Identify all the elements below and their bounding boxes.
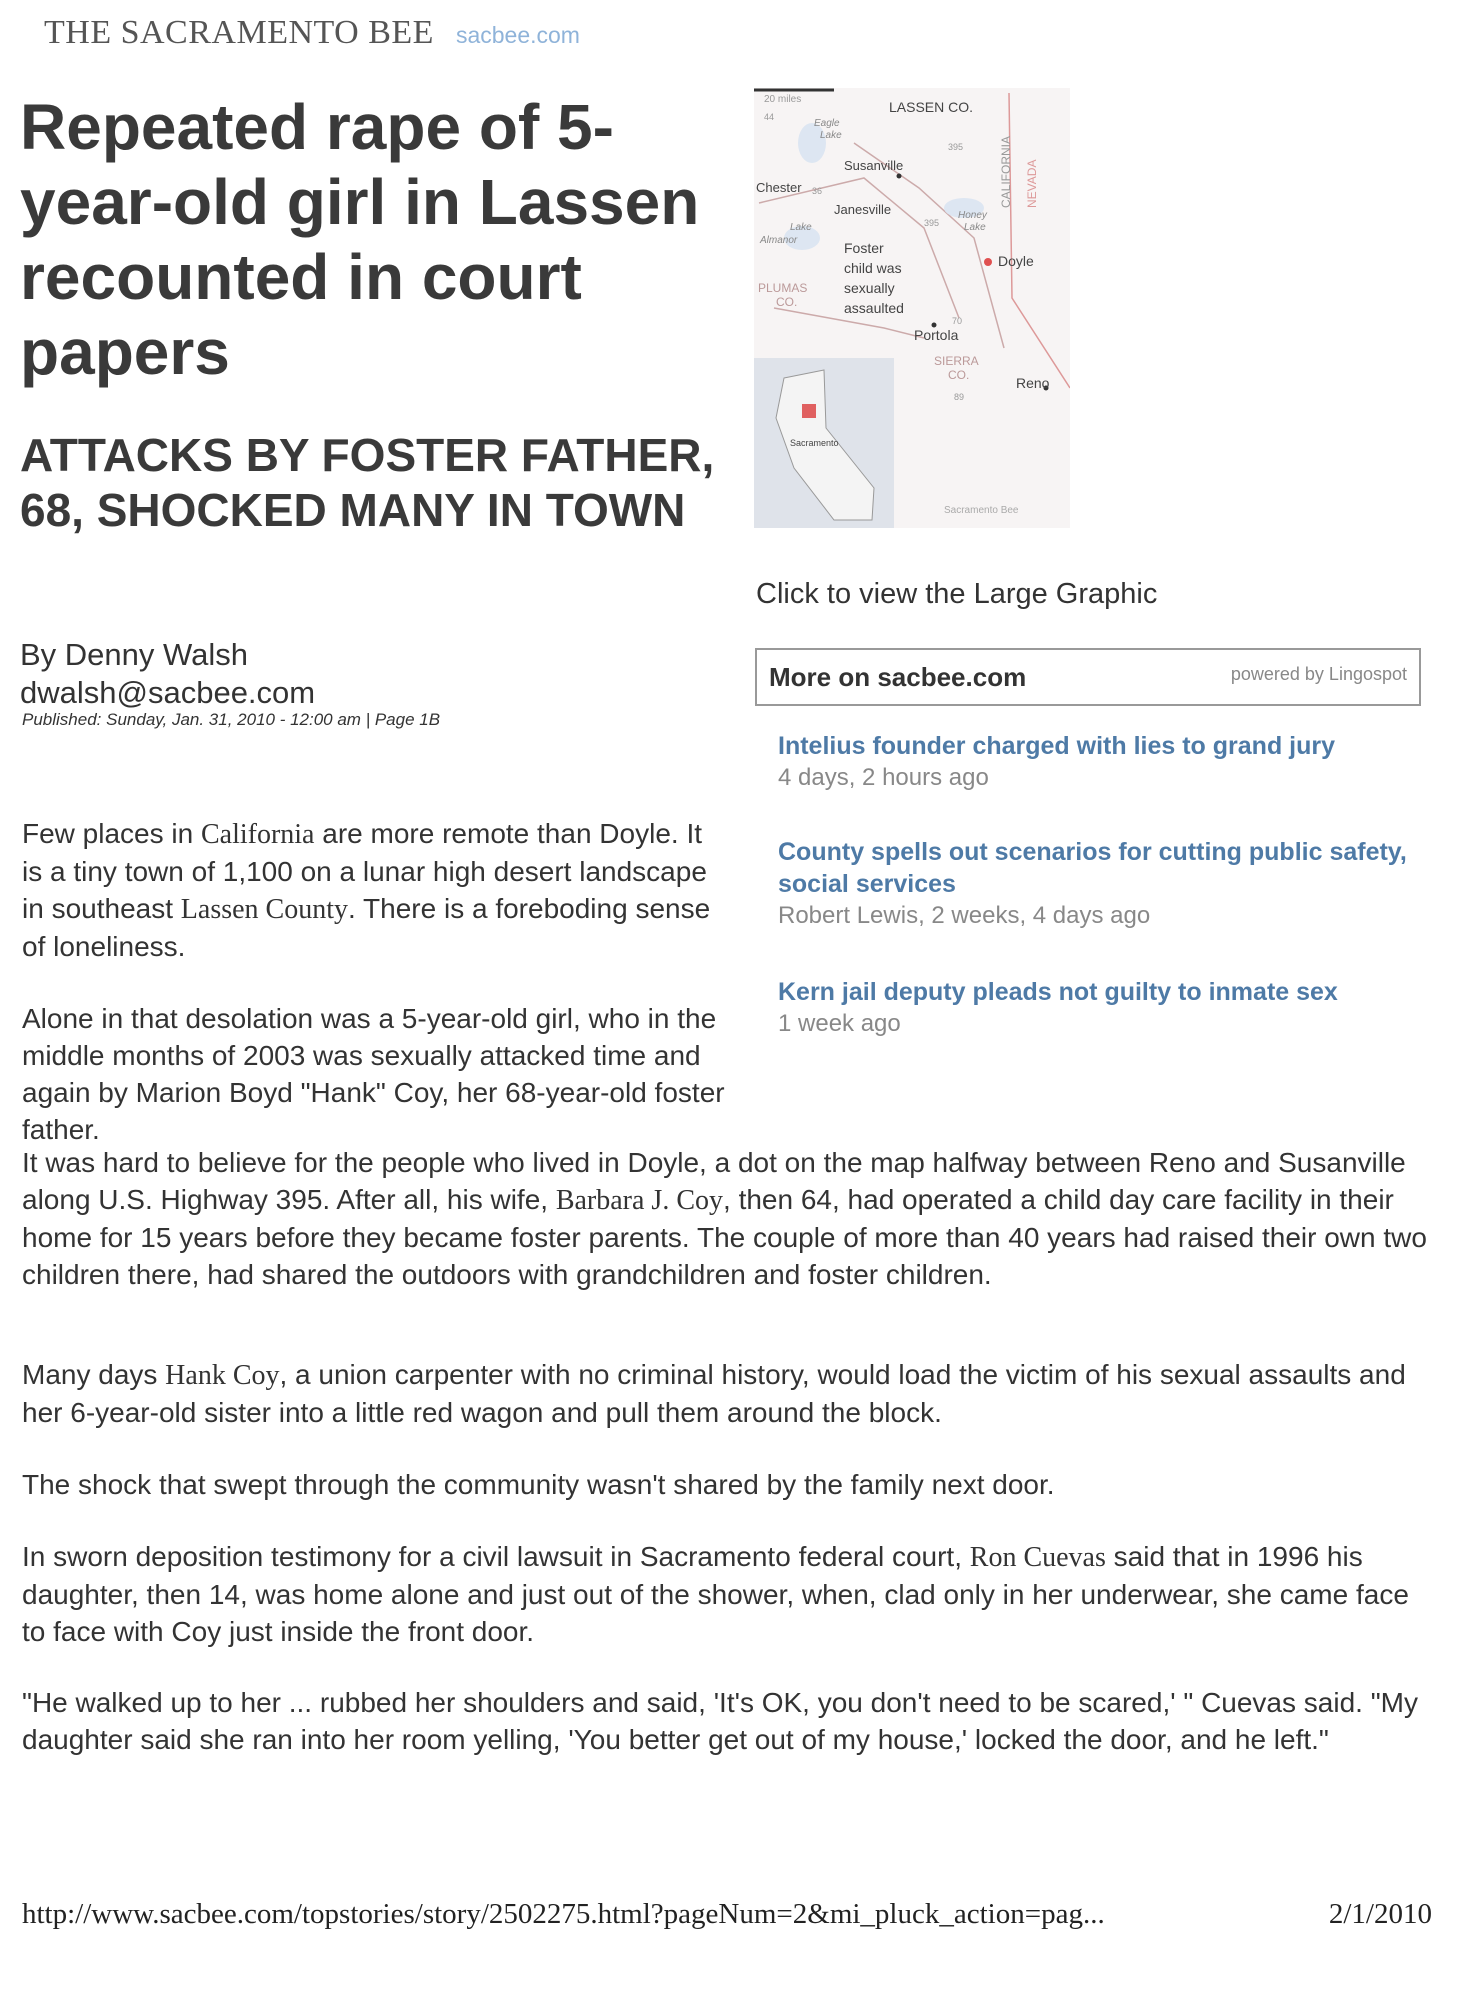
map-label-co1: CO.: [776, 295, 798, 309]
masthead-site-link[interactable]: sacbee.com: [455, 22, 580, 48]
related-link-1[interactable]: Intelius founder charged with lies to grand jury: [778, 732, 1336, 760]
related-meta-1: 4 days, 2 hours ago: [778, 764, 989, 791]
map-label-foster-3: sexually: [844, 280, 895, 296]
more-title: More on sacbee.com: [769, 662, 1027, 692]
paragraph-6: In sworn deposition testimony for a civil lawsuit in Sacramento federal court, Ron Cuevas said that in 1996 his daughter, then 14, was home alone and just out of the shower, when, clad only in her underwear, she came face to face with Coy just inside the front door.: [22, 1541, 1409, 1647]
eagle-lake: [798, 123, 826, 163]
masthead: [44, 14, 580, 52]
map-highway-36: 36: [812, 186, 823, 196]
map-label-california: CALIFORNIA: [999, 135, 1013, 208]
print-footer: [22, 1898, 1432, 1931]
map-credit: Sacramento Bee: [944, 505, 1019, 516]
author-email[interactable]: dwalsh@sacbee.com: [20, 675, 316, 710]
map-label-almanor: Almanor: [760, 235, 798, 246]
map-highway-44: 44: [764, 112, 775, 122]
susanville-dot: [897, 174, 902, 179]
map-label-honey: Honey: [958, 210, 987, 221]
map-label-co2: CO.: [948, 368, 970, 382]
map-label-lake1: Lake: [820, 130, 842, 141]
map-label-lake3: Lake: [790, 222, 812, 233]
map-label-eagle: Eagle: [814, 118, 840, 129]
map-label-foster-1: Foster: [844, 240, 884, 256]
more-on-sacbee-box: [755, 648, 1421, 706]
related-meta-2: Robert Lewis, 2 weeks, 4 days ago: [778, 902, 1151, 929]
map-label-lake2: Lake: [964, 222, 986, 233]
map-label-doyle: Doyle: [998, 253, 1034, 269]
map-label-chester: Chester: [756, 180, 802, 195]
paragraph-3: It was hard to believe for the people who lived in Doyle, a dot on the map halfway between Reno and Susanville along U.S. Highway 395. After all, his wife, Barbara J. Coy, then 64, had operated a child day care facility in their home for 15 years before they became foster parents. The couple of more than 40 years had raised their own two children there, had shared the outdoors with grandchildren and foster children.: [22, 1147, 1427, 1290]
subhead: ATTACKS BY FOSTER FATHER, 68, SHOCKED MANY IN TOWN: [20, 429, 715, 536]
paragraph-5: The shock that swept through the community wasn't shared by the family next door.: [22, 1469, 1055, 1500]
map-label-lassen: LASSEN CO.: [889, 99, 974, 115]
map-label-foster-4: assaulted: [844, 300, 904, 316]
map-scale-label: 20 miles: [764, 94, 802, 105]
related-link-3[interactable]: Kern jail deputy pleads not guilty to inmate sex: [778, 978, 1338, 1006]
map-label-sacramento: Sacramento: [790, 438, 839, 448]
map-label-nevada: NEVADA: [1025, 159, 1039, 208]
map-label-portola: Portola: [914, 327, 959, 343]
map-label-foster-2: child was: [844, 260, 902, 276]
paragraph-4: Many days Hank Coy, a union carpenter with no criminal history, would load the victim of his sexual assaults and her 6-year-old sister into a little red wagon and pull them around the block.: [22, 1359, 1406, 1428]
map-label-reno: Reno: [1016, 375, 1050, 391]
map-label-plumas: PLUMAS: [758, 281, 808, 295]
related-link-2[interactable]: County spells out scenarios for cutting public safety, social services: [778, 838, 1407, 898]
map-highway-70: 70: [952, 316, 963, 326]
location-map[interactable]: [754, 88, 1070, 528]
map-highway-395-b: 395: [924, 218, 940, 228]
map-label-susanville: Susanville: [844, 158, 904, 173]
doyle-marker: [984, 258, 992, 266]
region-marker: [802, 404, 816, 418]
footer-url: http://www.sacbee.com/topstories/story/2502275.html?pageNum=2&mi_pluck_action=pag...: [22, 1898, 1105, 1930]
map-highway-395-a: 395: [948, 142, 964, 152]
author-name: By Denny Walsh: [20, 637, 248, 672]
map-label-janesville: Janesville: [834, 202, 892, 217]
related-meta-3: 1 week ago: [778, 1010, 901, 1037]
byline: [20, 636, 315, 712]
paragraph-7: "He walked up to her ... rubbed her shoulders and said, 'It's OK, you don't need to be scared,' " Cuevas said. "My daughter said she ran into her room yelling, 'You better get out of my house,' locked the door, and he left.": [22, 1687, 1418, 1755]
powered-by-lingospot[interactable]: powered by Lingospot: [1230, 664, 1407, 684]
headline: Repeated rape of 5-year-old girl in Lassen recounted in court papers: [20, 91, 700, 388]
paragraph-1: Few places in California are more remote than Doyle. It is a tiny town of 1,100 on a lunar high desert landscape in southeast Lassen County. There is a foreboding sense of loneliness.: [22, 818, 711, 962]
paragraph-2: Alone in that desolation was a 5-year-old girl, who in the middle months of 2003 was sexually attacked time and again by Marion Boyd "Hank" Coy, her 68-year-old foster father.: [22, 1003, 725, 1145]
masthead-logo: THE SACRAMENTO BEE: [44, 14, 434, 51]
large-graphic-link[interactable]: Click to view the Large Graphic: [756, 578, 1158, 610]
published-date: Published: Sunday, Jan. 31, 2010 - 12:00 am | Page 1B: [22, 710, 441, 729]
footer-date: 2/1/2010: [1328, 1898, 1432, 1930]
map-label-sierra: SIERRA: [934, 354, 979, 368]
map-highway-89: 89: [954, 392, 965, 402]
